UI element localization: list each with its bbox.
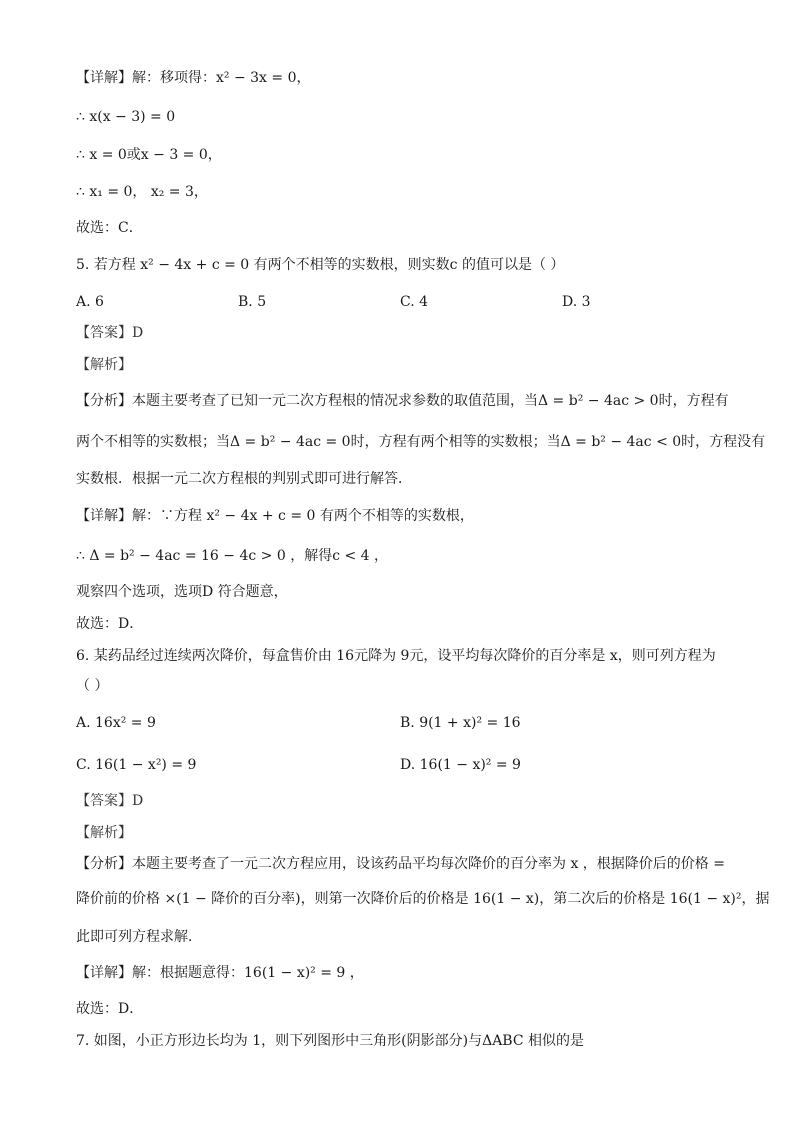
q6-answer: 【答案】D (76, 793, 144, 809)
q5-analysis-line-3: 实数根．根据一元二次方程根的判别式即可进行解答． (76, 471, 412, 487)
q5-analysis-label: 【解析】 (76, 357, 132, 373)
q6-option-d: D. 16(1 − x)² = 9 (400, 757, 521, 773)
q5-analysis-line-2: 两个不相等的实数根；当Δ = b² − 4ac = 0时，方程有两个相等的实数根；当Δ = b² − 4ac < 0时，方程没有 (76, 434, 766, 450)
q6-analysis-line-1: 【分析】本题主要考查了一元二次方程应用，设该药品平均每次降价的百分率为 x ，根据降价后的价格 = (76, 856, 725, 872)
q5-answer: 【答案】D (76, 325, 144, 341)
q6-analysis-line-2: 降价前的价格 ×(1 − 降价的百分率)，则第一次降价后的价格是 16(1 − x)，第二次后的价格是 16(1 − x)²，据 (76, 891, 770, 907)
q5-option-d: D. 3 (562, 294, 591, 310)
q5-detail-line-4: 故选：D． (76, 616, 144, 632)
q6-detail-line-1: 【详解】解：根据题意得：16(1 − x)² = 9 ， (76, 965, 364, 981)
question-6-stem-line-1: 6. 某药品经过连续两次降价，每盒售价由 16元降为 9元，设平均每次降价的百分率是 x，则可列方程为 (76, 648, 716, 664)
q6-detail-line-2: 故选：D． (76, 1001, 144, 1017)
q5-option-c: C. 4 (400, 294, 429, 310)
q5-detail-line-3: 观察四个选项，选项D 符合题意， (76, 584, 288, 600)
q5-detail-line-2: ∴ Δ = b² − 4ac = 16 − 4c > 0 ，解得c < 4 ， (76, 548, 389, 564)
q5-detail-line-1: 【详解】解：∵方程 x² − 4x + c = 0 有两个不相等的实数根， (76, 508, 474, 524)
q5-analysis-line-1: 【分析】本题主要考查了已知一元二次方程根的情况求参数的取值范围，当Δ = b² − 4ac > 0时，方程有 (76, 393, 729, 409)
q6-option-a: A. 16x² = 9 (76, 715, 156, 731)
detail-line-4: ∴ x₁ = 0， x₂ = 3， (76, 184, 208, 200)
q6-option-b: B. 9(1 + x)² = 16 (400, 715, 521, 731)
question-7-stem: 7. 如图，小正方形边长均为 1，则下列图形中三角形(阴影部分)与ΔABC 相似的是 (76, 1033, 585, 1049)
detail-line-2: ∴ x(x − 3) = 0 (76, 109, 176, 125)
detail-line-1: 【详解】解：移项得：x² − 3x = 0， (76, 70, 311, 86)
detail-line-3: ∴ x = 0或x − 3 = 0， (76, 147, 222, 163)
q6-analysis-label: 【解析】 (76, 825, 132, 841)
q6-option-c: C. 16(1 − x²) = 9 (76, 757, 197, 773)
q5-option-a: A. 6 (76, 294, 104, 310)
question-6-stem-line-2: （ ） (76, 678, 109, 694)
q5-option-b: B. 5 (238, 294, 267, 310)
choice-result: 故选：C． (76, 220, 143, 236)
question-5-stem: 5. 若方程 x² − 4x + c = 0 有两个不相等的实数根，则实数c 的值可以是（ ） (76, 257, 565, 273)
q6-analysis-line-3: 此即可列方程求解． (76, 929, 202, 945)
